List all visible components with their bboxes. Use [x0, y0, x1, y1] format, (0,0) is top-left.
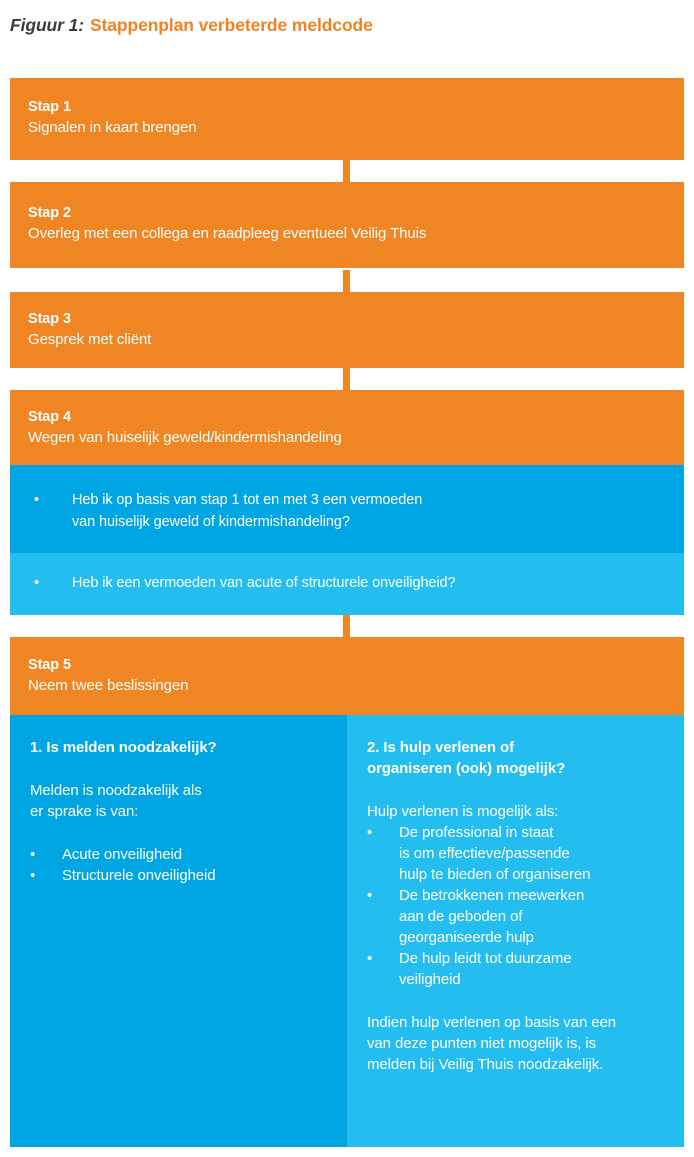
decision-2-bullet-3-line2: veiligheid	[399, 971, 461, 988]
decision-2-heading	[367, 737, 668, 779]
decision-2-bullet-3-line1: De hulp leidt tot duurzame	[399, 950, 572, 967]
step-5-number: Stap 5	[28, 657, 71, 673]
step-box-4[interactable]	[10, 390, 684, 465]
step-box-5[interactable]	[10, 637, 684, 715]
decision-2-bullet-list	[367, 822, 668, 990]
decision-2-heading-line1: 2. Is hulp verlenen of	[367, 739, 515, 756]
step-5-description: Neem twee beslissingen	[28, 677, 189, 694]
step-4-question-2-text: Heb ik een vermoeden van acute of structurele onveiligheid?	[72, 575, 456, 591]
bullet-dot-icon: •	[367, 824, 373, 841]
step-4-question-1-line2: van huiselijk geweld of kindermishandeling?	[72, 514, 350, 530]
step-4-question-1-line1: Heb ik op basis van stap 1 tot en met 3 een vermoeden	[72, 492, 423, 508]
connector-step4-step5	[343, 615, 350, 637]
step-4-question-1-text	[72, 489, 664, 533]
step-1-description: Signalen in kaart brengen	[28, 119, 197, 136]
connector-step1-step2	[343, 160, 350, 182]
step-4-question-1-band[interactable]	[10, 465, 684, 553]
step-3-number: Stap 3	[28, 311, 71, 327]
decision-column-1[interactable]	[10, 715, 347, 1147]
decision-2-bullet-2-line1: De betrokkenen meewerken	[399, 887, 585, 904]
step-2-number: Stap 2	[28, 205, 71, 221]
decision-column-2[interactable]	[347, 715, 684, 1147]
decision-2-bullet-2-line2: aan de geboden of	[399, 908, 523, 925]
step-box-3[interactable]	[10, 292, 684, 368]
list-item	[367, 822, 668, 885]
decision-2-bullet-2-line3: georganiseerde hulp	[399, 929, 534, 946]
decision-2-bullet-1-line3: hulp te bieden of organiseren	[399, 866, 591, 883]
decision-1-bullet-1: Acute onveiligheid	[62, 846, 182, 863]
connector-step3-step4	[343, 368, 350, 390]
bullet-dot-icon: •	[34, 491, 40, 508]
step-4-question-2-band[interactable]	[10, 553, 684, 615]
decision-1-bullet-2: Structurele onveiligheid	[62, 867, 216, 884]
decision-1-heading: 1. Is melden noodzakelijk?	[30, 739, 217, 756]
bullet-dot-icon: •	[30, 846, 36, 863]
decision-1-paragraph-line2: er sprake is van:	[30, 803, 139, 820]
list-item	[367, 885, 668, 948]
step-box-1[interactable]	[10, 78, 684, 160]
list-item	[30, 844, 331, 865]
decision-2-closing-line2: van deze punten niet mogelijk is, is	[367, 1035, 597, 1052]
decision-1-bullet-list	[30, 844, 331, 886]
decision-2-bullet-1-line2: is om effectieve/passende	[399, 845, 570, 862]
decision-1-paragraph	[30, 780, 331, 822]
step-box-2[interactable]	[10, 182, 684, 268]
decision-2-bullet-1	[399, 822, 668, 885]
decision-1-paragraph-line1: Melden is noodzakelijk als	[30, 782, 202, 799]
figure-number-label: Figuur 1:	[10, 14, 84, 35]
decision-2-intro: Hulp verlenen is mogelijk als:	[367, 803, 559, 820]
step-4-description: Wegen van huiselijk geweld/kindermishandeling	[28, 429, 342, 446]
step-2-description: Overleg met een collega en raadpleeg eventueel Veilig Thuis	[28, 225, 427, 242]
list-item	[367, 948, 668, 990]
decision-2-closing	[367, 1012, 668, 1075]
bullet-dot-icon: •	[367, 950, 373, 967]
list-item	[30, 865, 331, 886]
decision-2-closing-line1: Indien hulp verlenen op basis van een	[367, 1014, 616, 1031]
bullet-dot-icon: •	[30, 867, 36, 884]
decision-2-heading-line2: organiseren (ook) mogelijk?	[367, 760, 566, 777]
figure-title-text: Stappenplan verbeterde meldcode	[89, 14, 373, 35]
bullet-dot-icon: •	[367, 887, 373, 904]
connector-step2-step3	[343, 270, 350, 292]
step-3-description: Gesprek met cliënt	[28, 331, 152, 348]
decision-2-bullet-2	[399, 885, 668, 948]
step-4-question-2	[34, 572, 664, 594]
step-4-question-1	[34, 489, 664, 533]
decision-2-bullet-3	[399, 948, 668, 990]
bullet-dot-icon: •	[34, 574, 40, 591]
decision-2-bullet-1-line1: De professional in staat	[399, 824, 554, 841]
decision-2-closing-line3: melden bij Veilig Thuis noodzakelijk.	[367, 1056, 604, 1073]
step-1-number: Stap 1	[28, 99, 71, 115]
step-4-number: Stap 4	[28, 409, 71, 425]
